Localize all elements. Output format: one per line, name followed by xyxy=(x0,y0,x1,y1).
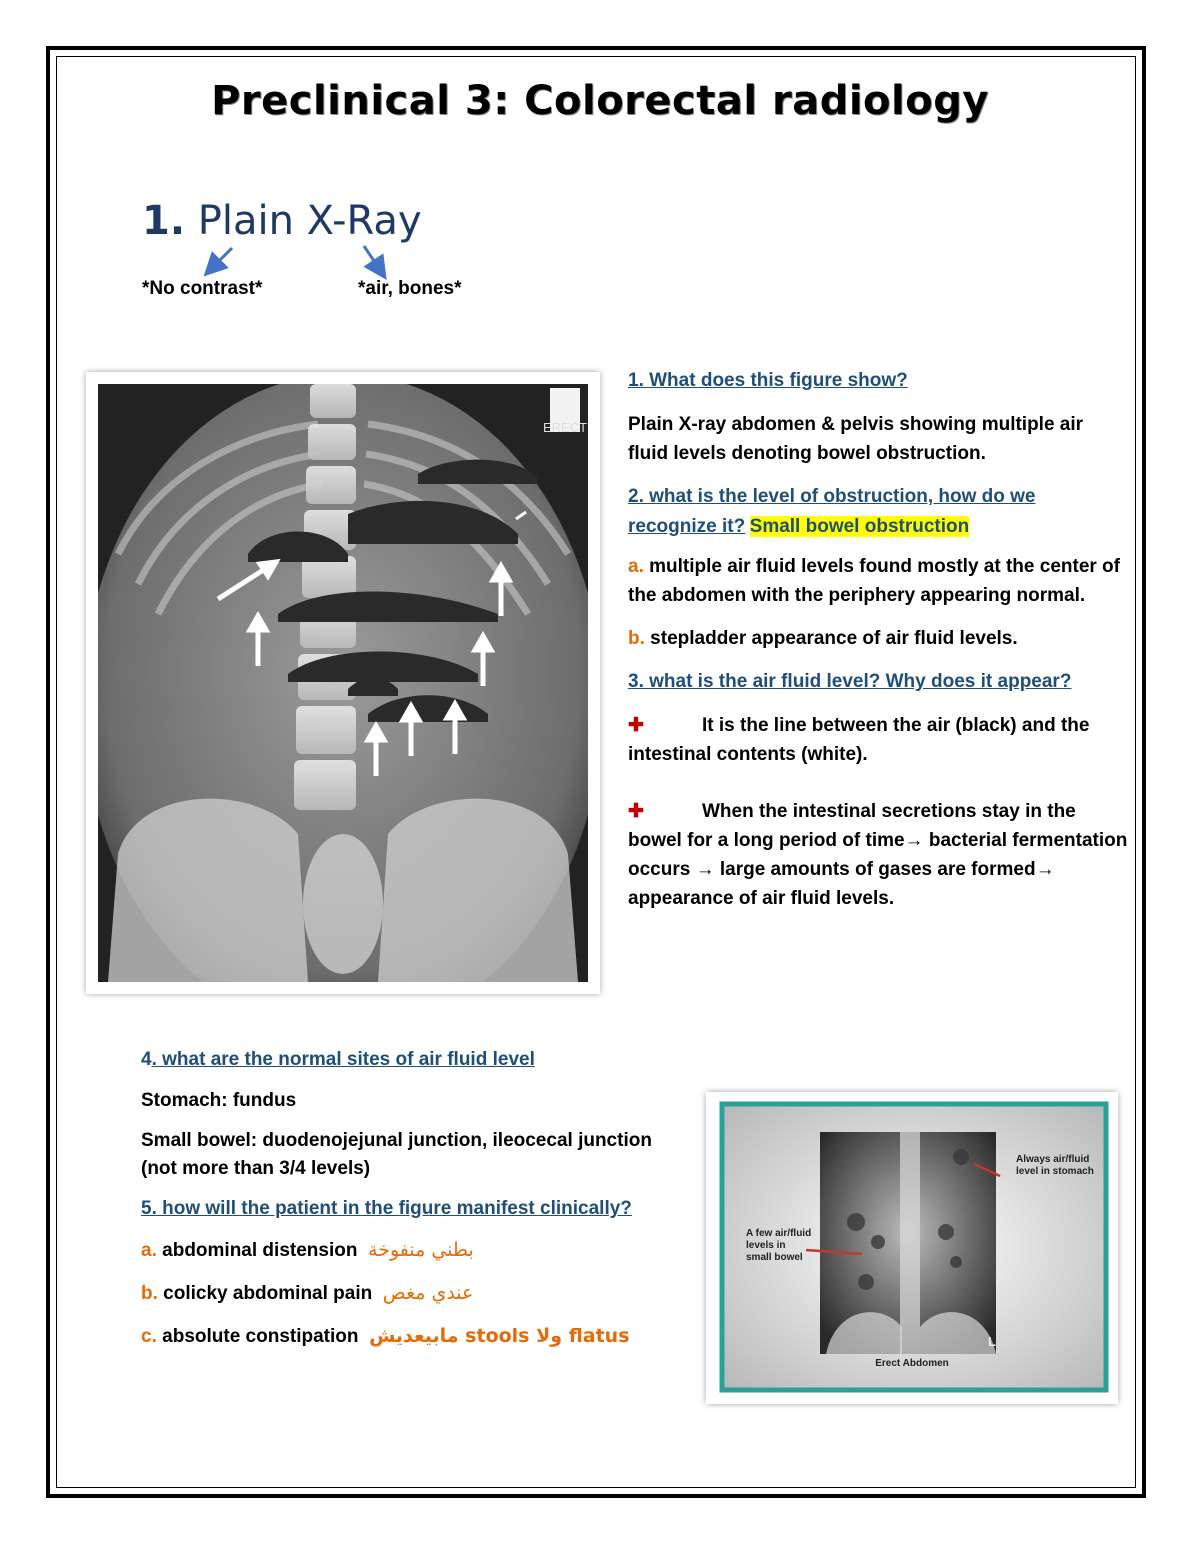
q5-b-label: b. xyxy=(141,1283,158,1304)
q5-question: 5. how will the patient in the figure manifest clinically? xyxy=(141,1198,632,1219)
questions-lower-column xyxy=(141,1046,681,1363)
figure2-marker: L xyxy=(988,1334,996,1349)
section-title: Plain X-Ray xyxy=(197,198,422,244)
arrow-right-icon xyxy=(364,246,380,270)
q3-bullet1: It is the line between the air (black) and the intestinal contents (white). xyxy=(628,715,1090,765)
q5-c-label: c. xyxy=(141,1326,157,1347)
note-no-contrast: *No contrast* xyxy=(142,278,263,299)
figure2-label-bowel: A few air/fluid levels in small bowel xyxy=(746,1228,812,1263)
q2-a-label: a. xyxy=(628,556,644,577)
q5-b-arabic: عندي مغص xyxy=(382,1282,474,1304)
q5-c-orange: flatus ولا stools مابيعديش xyxy=(369,1325,630,1347)
q2-b-label: b. xyxy=(628,628,645,649)
q4-stomach: Stomach: fundus xyxy=(141,1090,297,1111)
arrow-left-icon xyxy=(212,248,232,268)
erect-abdomen-figure xyxy=(706,1092,1118,1404)
figure2-label-stomach: Always air/fluid level in stomach xyxy=(1016,1154,1094,1177)
xray-erect-label: ERECT xyxy=(542,420,588,435)
q4-number: 4 xyxy=(141,1049,152,1070)
q4-small-bowel: Small bowel: duodenojejunal junction, ileocecal junction (not more than 3/4 levels) xyxy=(141,1130,652,1179)
xray-figure xyxy=(86,372,600,994)
xray-image xyxy=(98,384,588,982)
q5-a-arabic: بطني منفوخة xyxy=(368,1239,474,1261)
q2-a-text: multiple air fluid levels found mostly at the center of the abdomen with the periphery appearing normal. xyxy=(628,556,1120,606)
figure2-caption: Erect Abdomen xyxy=(875,1358,949,1369)
q5-b-text: colicky abdominal pain xyxy=(163,1283,373,1304)
q3-bullet2: When the intestinal secretions stay in the bowel for a long period of time→ bacterial fermentation occurs → large amounts of gases are formed→ appearance of air fluid levels. xyxy=(628,801,1128,909)
q5-c-text: absolute constipation xyxy=(162,1326,359,1347)
q3-question: 3. what is the air fluid level? Why does it appear? xyxy=(628,671,1072,692)
q2-b-text: stepladder appearance of air fluid levels. xyxy=(650,628,1018,649)
q1-answer: Plain X-ray abdomen & pelvis showing multiple air fluid levels denoting bowel obstruction. xyxy=(628,414,1084,464)
annotation-arrows xyxy=(200,242,400,282)
page-title: Preclinical 3: Colorectal radiology xyxy=(211,78,989,124)
section-number: 1. xyxy=(142,198,186,244)
q4-question: . what are the normal sites of air fluid level xyxy=(151,1049,535,1070)
q5-a-label: a. xyxy=(141,1240,157,1261)
q5-a-text: abdominal distension xyxy=(162,1240,358,1261)
questions-right-column xyxy=(628,366,1128,927)
bullet-icon: ✚ xyxy=(628,801,644,822)
q2-highlight: Small bowel obstruction xyxy=(749,516,970,537)
q1-question: 1. What does this figure show? xyxy=(628,370,908,391)
q2-question: 2. what is the level of obstruction, how do we recognize it? xyxy=(628,486,1036,537)
note-air-bones: *air, bones* xyxy=(358,278,462,299)
section-heading xyxy=(142,198,422,244)
bullet-icon: ✚ xyxy=(628,715,644,736)
